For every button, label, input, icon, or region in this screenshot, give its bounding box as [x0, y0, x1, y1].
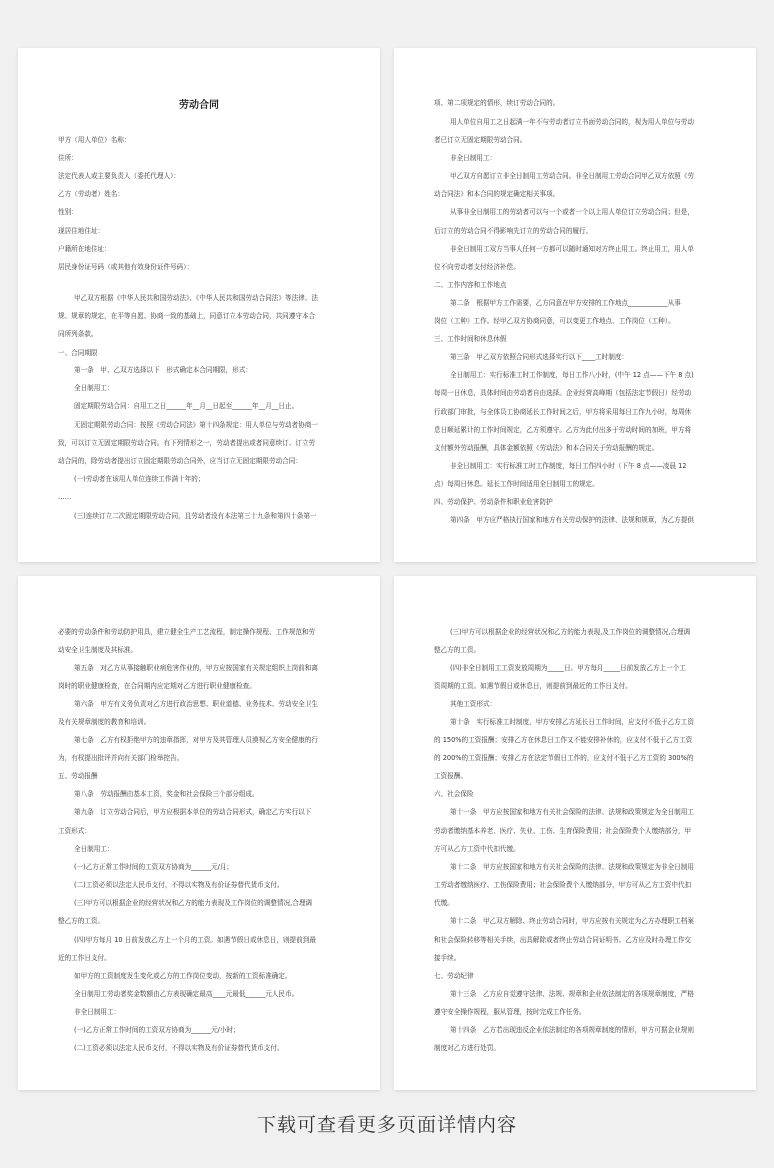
contract-text-line: 方可从乙方工资中代扣代缴。 [434, 845, 520, 853]
contract-text-line: 近的工作日支付。 [58, 954, 111, 962]
contract-text-line: 支付额外劳动报酬，具体金额依照《劳动法》和本合同关于劳动报酬的规定。 [434, 444, 659, 452]
contract-text-line: 非全日制用工双方当事人任何一方都可以随时通知对方终止用工。终止用工，用人单 [450, 245, 694, 253]
contract-text-line: 法定代表人或主要负责人（委托代理人）： [58, 172, 180, 180]
contract-text-line: 现居住地住址： [58, 227, 105, 235]
contract-text-line: 致，可以订立无固定期限劳动合同。有下列情形之一，劳动者提出或者同意续订、订立劳 [58, 439, 316, 447]
contract-text-line: (一)乙方正常工作时间的工资双方协商为______元/小时； [74, 1026, 240, 1034]
contract-text-line: 居民身份证号码（或其他有效身份证件号码）： [58, 263, 194, 271]
contract-text-line: 无固定期限劳动合同：按照《劳动合同法》第十四条规定：用人单位与劳动者协商一 [74, 421, 318, 429]
contract-text-line: 岗位（工种）工作。经甲乙双方协商同意，可以变更工作地点、工作岗位（工种）。 [434, 317, 675, 325]
contract-text-line: 一、合同期限 [58, 349, 98, 357]
contract-text-line: 甲方（用人单位）名称： [58, 136, 131, 144]
contract-text-line: 行政部门审批，与全体员工协商延长工作时间之后，甲方将采用每日工作九小时，每周休 [434, 408, 692, 416]
contract-text-line: (四)甲方每月 10 日前发放乙方上一个月的工资。如遇节假日或休息日，则提前到最 [74, 936, 316, 944]
contract-text-line: 第六条 甲方有义务负责对乙方进行政治思想、职业道德、业务技术、劳动安全卫生 [74, 700, 318, 708]
contract-text-line: 点）每周日休息。延长工作时间适用全日制用工的规定。 [434, 480, 599, 488]
contract-text-line: 规、规章的规定，在平等自愿、协商一致的基础上，同意订立本劳动合同，共同遵守本合 [58, 312, 316, 320]
contract-title: 劳动合同 [179, 100, 219, 111]
contract-text-line: 工资报酬。 [434, 772, 467, 780]
contract-text-line: 整乙方的工资。 [58, 917, 105, 925]
contract-text-line: 接手续。 [434, 954, 461, 962]
contract-text-line: (三)连续订立二次固定期限劳动合同，且劳动者没有本法第三十九条和第四十条第一 [74, 512, 317, 520]
contract-text-line: 第十二条 甲乙双方解除、终止劳动合同时，甲方应按有关规定为乙方办理职工档案 [450, 917, 694, 925]
contract-text-line: (二)工资必须以法定人民币支付，不得以实物及有价证券替代货币支付。 [74, 881, 284, 889]
contract-page-3 [18, 576, 380, 1090]
contract-text-line: 工劳动者缴纳医疗、工伤保险费用；社会保险费个人缴纳部分，甲方可从乙方工资中代扣 [434, 881, 692, 889]
contract-text-line: 的 200%的工资报酬；安排乙方在法定节假日工作的，应支付不低于乙方工资的 300%的 [434, 754, 694, 762]
contract-text-line: 六、社会保险 [434, 790, 474, 798]
contract-text-line: 非全日制用工： [450, 154, 497, 162]
contract-text-line: 的 150%的工资报酬；安排乙方在休息日工作又不能安排补休的，应支付不低于乙方工资 [434, 736, 693, 744]
contract-page-4 [394, 576, 756, 1090]
contract-text-line: 动合同的，除劳动者提出订立固定期限劳动合同外，应当订立无固定期限劳动合同： [58, 457, 302, 465]
contract-text-line: 第一条 甲、乙双方选择以下 形式确定本合同期限，形式： [74, 366, 253, 374]
contract-text-line: 第十条 实行标准工时制度，甲方安排乙方延长日工作时间，应支付不低于乙方工资 [450, 718, 694, 726]
contract-text-line: (一)劳动者在该用人单位连续工作满十年的； [74, 475, 205, 483]
contract-text-line: 和社会保险转移等相关手续，出具解除或者终止劳动合同证明书。乙方应及时办理工作交 [434, 936, 692, 944]
contract-text-line: 整乙方的工资。 [434, 646, 481, 654]
contract-text-line: (四)非全日制用工工资发放周期为_____日。甲方每月_____日前发放乙方上一个工 [450, 664, 686, 672]
contract-text-line: 息日顺延累计的工作时间规定，乙方须遵守。乙方为此付出多于劳动时间的加班，甲方将 [434, 426, 692, 434]
contract-text-line: 必要的劳动条件和劳动防护用具，建立健全生产工艺流程，制定操作规程、工作规范和劳 [58, 628, 316, 636]
contract-text-line: 非全日制用工：实行标准工时工作制度，每日工作四小时（下午 8 点——凌晨 12 [450, 462, 687, 470]
contract-text-line: 工资形式： [58, 827, 91, 835]
contract-text-line: 如甲方的工资制度发生变化或乙方的工作岗位变动，按新的工资标准确定。 [74, 972, 292, 980]
contract-text-line: (一)乙方正常工作时间的工资双方协商为______元/月； [74, 863, 234, 871]
contract-text-line: 四、劳动保护、劳动条件和职业危害防护 [434, 498, 553, 506]
contract-text-line: 第十一条 甲方应按国家和地方有关社会保险的法律、法规和政策规定为全日制用工 [450, 808, 694, 816]
contract-text-line: 性别： [58, 208, 78, 216]
contract-text-line: 同所列条款。 [58, 330, 98, 338]
contract-text-line: 固定期限劳动合同：自用工之日______年__月__日起至______年__月__日止。 [74, 402, 299, 410]
contract-text-line: 后订立的劳动合同不得影响先订立的劳动合同的履行。 [434, 227, 593, 235]
contract-text-line: 第五条 对乙方从事接触职业病危害作业的，甲方应按国家有关规定组织上岗前和离 [74, 664, 318, 672]
contract-text-line: 及有关规章制度的教育和培训。 [58, 718, 151, 726]
contract-text-line: 住所： [58, 154, 78, 162]
contract-text-line: 第二条 根据甲方工作需要，乙方同意在甲方安排的工作地点____________从事 [450, 299, 681, 307]
contract-text-line: 第三条 甲乙双方依照合同形式选择实行以下____工时制度： [450, 353, 629, 361]
contract-text-line: 全日制用工： [74, 384, 114, 392]
contract-text-line: 劳动者缴纳基本养老、医疗、失业、工伤、生育保险费用；社会保险费个人缴纳部分，甲 [434, 827, 692, 835]
contract-text-line: 全日制用工： [74, 845, 114, 853]
contract-text-line: 资周期的工资。如遇节假日或休息日，则提前到最近的工作日支付。 [434, 682, 632, 690]
contract-text-line: 第十三条 乙方应自觉遵守法律、法规、规章和企业依法制定的各项规章制度，严格 [450, 990, 694, 998]
contract-text-line: 代缴。 [434, 899, 454, 907]
contract-text-line: 五、劳动报酬 [58, 772, 98, 780]
contract-page-1 [18, 48, 380, 562]
contract-text-line: 户籍所在地住址： [58, 245, 111, 253]
contract-text-line: 甲乙双方根据《中华人民共和国劳动法》、《中华人民共和国劳动合同法》等法律、法 [74, 294, 318, 302]
contract-text-line: 第四条 甲方应严格执行国家和地方有关劳动保护的法律、法规和规章，为乙方提供 [450, 516, 694, 524]
contract-text-line: 制度对乙方进行处罚。 [434, 1044, 500, 1052]
contract-text-line: 第八条 劳动报酬由基本工资，奖金和社会保险三个部分组成。 [74, 790, 259, 798]
contract-text-line: 第十二条 甲方应按国家和地方有关社会保险的法律、法规和政策规定为非全日制用 [450, 863, 694, 871]
contract-text-line: 用人单位自用工之日起满一年不与劳动者订立书面劳动合同的，视为用人单位与劳动 [450, 118, 694, 126]
contract-text-line: 遵守安全操作规程，服从管理，按时完成工作任务。 [434, 1008, 586, 1016]
contract-text-line: 岗时的职业健康检查，在合同期内应定期对乙方进行职业健康检查。 [58, 682, 256, 690]
contract-text-line: 每周一日休息，具体时间由劳动者自由选择。企业经营高峰期（包括法定节假日）经劳动 [434, 389, 692, 397]
contract-text-line: 者已订立无固定期限劳动合同。 [434, 136, 527, 144]
contract-text-line: 非全日制用工： [74, 1008, 121, 1016]
contract-text-line: 第九条 订立劳动合同后，甲方应根据本单位的劳动合同形式，确定乙方实行以下 [74, 808, 312, 816]
contract-text-line: 乙方（劳动者）姓名： [58, 190, 124, 198]
contract-text-line: 其他工资形式： [450, 700, 497, 708]
contract-text-line: 全日制用工：实行标准工时工作制度，每日工作八小时，(中午 12 点——下午 8 点) [450, 371, 694, 379]
contract-text-line: 动安全卫生制度及其标准。 [58, 646, 138, 654]
contract-text-line: 第十四条 乙方若出现违反企业依法制定的各项规章制度的情形，甲方可据企业规则 [450, 1026, 694, 1034]
download-hint-text: 下载可查看更多页面详情内容 [256, 1114, 517, 1136]
contract-text-line: 为，有权提出批评并向有关部门检举控告。 [58, 754, 184, 762]
contract-text-line: 位不向劳动者支付经济补偿。 [434, 263, 520, 271]
contract-text-line: 动合同法》和本合同的规定确定相关事项。 [434, 190, 560, 198]
contract-text-line: (三)甲方可以根据企业的经营状况和乙方的能力表现及工作岗位的调整情况,合理调 [74, 899, 313, 907]
contract-text-line: (二)工资必须以法定人民币支付，不得以实物及有价证券替代货币支付。 [74, 1044, 284, 1052]
contract-text-line: 从事非全日制用工的劳动者可以与一个或者一个以上用人单位订立劳动合同；但是， [450, 208, 694, 216]
contract-text-line: 三、工作时间和休息休假 [434, 335, 507, 343]
contract-text-line: (三)甲方可以根据企业的经营状况和乙方的能力表现,及工作岗位的调整情况,合理调 [450, 628, 691, 636]
contract-text-line: 项、第二项规定的情形，续订劳动合同的。 [434, 99, 560, 107]
contract-text-line: 第七条 乙方有权拒绝甲方的违章指挥，对甲方及其管理人员漠视乙方安全健康的行 [74, 736, 318, 744]
contract-page-2 [394, 48, 756, 562]
contract-text-line: 二、工作内容和工作地点 [434, 281, 507, 289]
contract-text-line: 七、劳动纪律 [434, 972, 474, 980]
contract-text-line: 甲乙双方自愿订立非全日制用工劳动合同。非全日制用工劳动合同甲乙双方依照《劳 [450, 172, 694, 180]
contract-text-line: 全日制用工劳动者奖金数额由乙方表现确定最高____元最低______元人民币。 [74, 990, 299, 998]
contract-text-line: …… [58, 493, 72, 501]
